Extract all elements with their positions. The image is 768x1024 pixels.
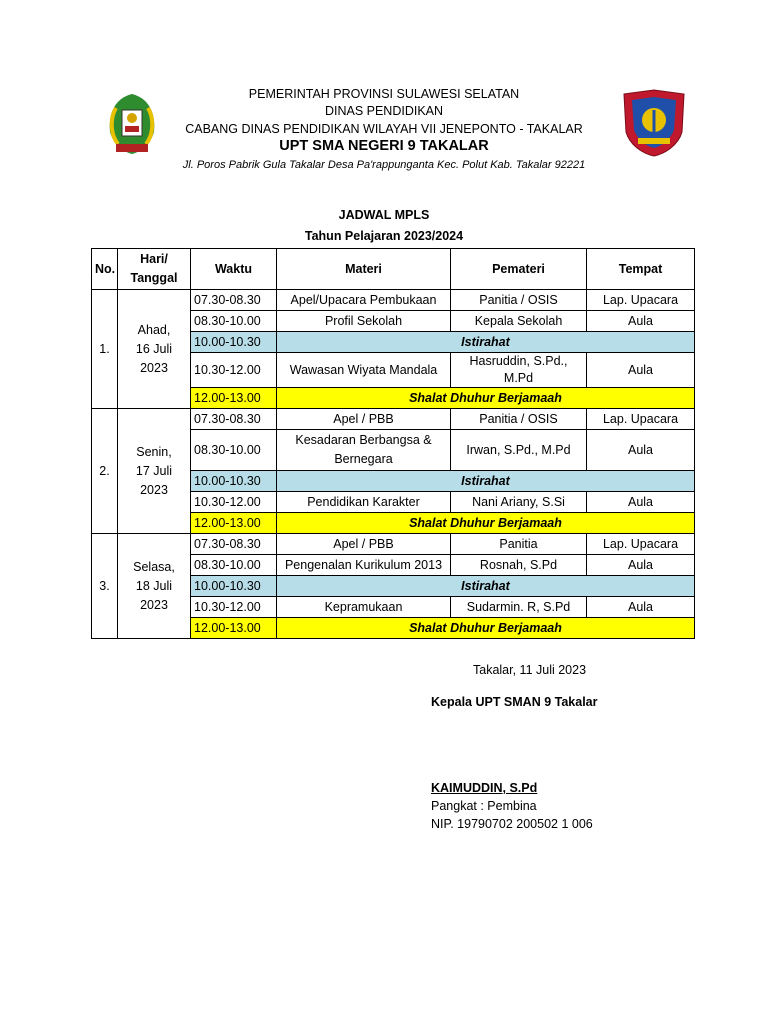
signature-position: Kepala UPT SMAN 9 Takalar xyxy=(431,695,598,709)
speaker-cell: Hasruddin, S.Pd., M.Pd xyxy=(451,353,587,388)
material-cell: Pendidikan Karakter xyxy=(277,492,451,513)
header-address: Jl. Poros Pabrik Gula Takalar Desa Pa'rappunganta Kec. Polut Kab. Takalar 92221 xyxy=(182,159,586,171)
material-cell: Apel/Upacara Pembukaan xyxy=(277,290,451,311)
speaker-cell: Nani Ariany, S.Si xyxy=(451,492,587,513)
table-row xyxy=(92,290,695,311)
material-cell: Kesadaran Berbangsa & Bernegara xyxy=(277,430,451,471)
signature-name: KAIMUDDIN, S.Pd xyxy=(431,781,538,795)
header-date-label: Tanggal xyxy=(130,271,178,285)
header-agency: DINAS PENDIDIKAN xyxy=(324,104,444,118)
prayer-cell: Shalat Dhuhur Berjamaah xyxy=(277,513,695,534)
venue-cell: Aula xyxy=(587,430,695,471)
table-row xyxy=(92,534,695,555)
time-cell: 08.30-10.00 xyxy=(191,311,277,332)
time-cell: 10.30-12.00 xyxy=(191,597,277,618)
time-cell: 12.00-13.00 xyxy=(191,618,277,639)
speaker-cell: Irwan, S.Pd., M.Pd xyxy=(451,430,587,471)
header-branch: CABANG DINAS PENDIDIKAN WILAYAH VII JENEPONTO - TAKALAR xyxy=(185,122,583,136)
material-cell: Kepramukaan xyxy=(277,597,451,618)
time-cell: 08.30-10.00 xyxy=(191,430,277,471)
day-number-cell: 3. xyxy=(92,534,118,639)
speaker-cell: Panitia / OSIS xyxy=(451,409,587,430)
prayer-cell: Shalat Dhuhur Berjamaah xyxy=(277,388,695,409)
speaker-cell: Rosnah, S.Pd xyxy=(451,555,587,576)
material-cell: Apel / PBB xyxy=(277,534,451,555)
time-cell: 07.30-08.30 xyxy=(191,290,277,311)
day-date-cell xyxy=(118,290,191,409)
speaker-cell: Sudarmin. R, S.Pd xyxy=(451,597,587,618)
table-row xyxy=(92,409,695,430)
signature-nip: NIP. 19790702 200502 1 006 xyxy=(431,817,593,831)
time-cell: 07.30-08.30 xyxy=(191,409,277,430)
time-cell: 10.30-12.00 xyxy=(191,353,277,388)
time-cell: 07.30-08.30 xyxy=(191,534,277,555)
venue-cell: Aula xyxy=(587,492,695,513)
schedule-table xyxy=(91,248,695,639)
day-name: Senin, xyxy=(136,444,172,459)
break-cell: Istirahat xyxy=(277,332,695,353)
venue-cell: Lap. Upacara xyxy=(587,534,695,555)
day-name: Ahad, xyxy=(137,322,171,337)
time-cell: 10.00-10.30 xyxy=(191,471,277,492)
venue-cell: Aula xyxy=(587,555,695,576)
day-number-cell: 1. xyxy=(92,290,118,409)
material-cell: Wawasan Wiyata Mandala xyxy=(277,353,451,388)
day-date-cell xyxy=(118,534,191,639)
venue-cell: Aula xyxy=(587,353,695,388)
header-venue: Tempat xyxy=(587,249,695,290)
header-day-date xyxy=(118,249,191,290)
venue-cell: Aula xyxy=(587,597,695,618)
break-cell: Istirahat xyxy=(277,471,695,492)
day-date: 18 Juli 2023 xyxy=(135,578,173,612)
material-cell: Apel / PBB xyxy=(277,409,451,430)
time-cell: 10.30-12.00 xyxy=(191,492,277,513)
signature-rank: Pangkat : Pembina xyxy=(431,799,537,813)
material-cell: Pengenalan Kurikulum 2013 xyxy=(277,555,451,576)
header-time: Waktu xyxy=(191,249,277,290)
venue-cell: Aula xyxy=(587,311,695,332)
document-subtitle: Tahun Pelajaran 2023/2024 xyxy=(304,229,464,243)
break-cell: Istirahat xyxy=(277,576,695,597)
time-cell: 10.00-10.30 xyxy=(191,576,277,597)
header-day-label: Hari/ xyxy=(140,252,168,266)
day-date-cell xyxy=(118,409,191,534)
header-school-name: UPT SMA NEGERI 9 TAKALAR xyxy=(279,138,489,154)
venue-cell: Lap. Upacara xyxy=(587,290,695,311)
document-title: JADWAL MPLS xyxy=(338,208,430,222)
time-cell: 12.00-13.00 xyxy=(191,388,277,409)
time-cell: 08.30-10.00 xyxy=(191,555,277,576)
day-date: 17 Juli 2023 xyxy=(135,463,173,497)
table-header-row xyxy=(92,249,695,290)
day-date: 16 Juli 2023 xyxy=(135,341,173,375)
prayer-cell: Shalat Dhuhur Berjamaah xyxy=(277,618,695,639)
header-speaker: Pemateri xyxy=(451,249,587,290)
venue-cell: Lap. Upacara xyxy=(587,409,695,430)
time-cell: 10.00-10.30 xyxy=(191,332,277,353)
day-name: Selasa, xyxy=(133,559,175,574)
header-government: PEMERINTAH PROVINSI SULAWESI SELATAN xyxy=(248,87,520,101)
speaker-cell: Panitia xyxy=(451,534,587,555)
material-cell: Profil Sekolah xyxy=(277,311,451,332)
header-material: Materi xyxy=(277,249,451,290)
speaker-cell: Kepala Sekolah xyxy=(451,311,587,332)
header-no: No. xyxy=(92,249,118,290)
speaker-cell: Panitia / OSIS xyxy=(451,290,587,311)
day-number-cell: 2. xyxy=(92,409,118,534)
time-cell: 12.00-13.00 xyxy=(191,513,277,534)
signature-place-date: Takalar, 11 Juli 2023 xyxy=(473,663,587,677)
